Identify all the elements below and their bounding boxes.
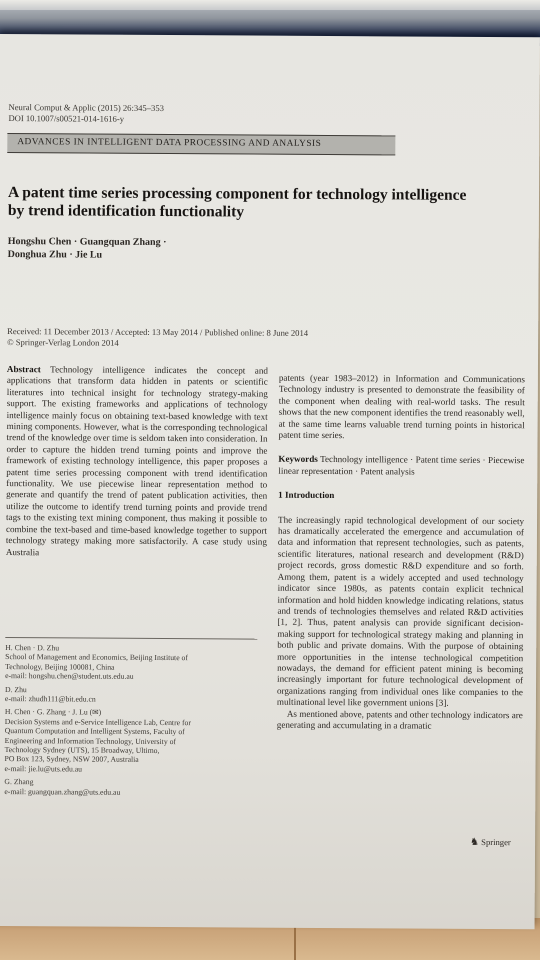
affiliation-email: e-mail: guangquan.zhang@uts.edu.au [4,786,121,797]
affiliation-line: H. Chen · G. Zhang · J. Lu (✉) [4,707,102,718]
keywords-text: Technology intelligence · Patent time series · Piecewise linear representation · Patent analysis [278,454,525,477]
authors-line-1: Hongshu Chen · Guangquan Zhang · [7,236,167,249]
publisher-name: Springer [481,836,511,848]
author-affiliations [4,643,267,802]
affiliation-email: e-mail: jie.lu@uts.edu.au [4,763,83,774]
affiliation-line: G. Zhang [4,777,34,787]
author-list [8,236,167,262]
affiliation-email: e-mail: zhudh111@bit.edu.cn [4,694,96,704]
abstract-continuation: patents (year 1983–2012) in Information and Communications Technology industry is presented to demonstrate the feasibility of the component when dealing with real-world tasks. The result shows that the new component identifies the trend reasonably well, at the same time learns valuable trend turning points in historical patent time series. [278,372,525,441]
affiliation-line: Quantum Computation and Intelligent Systems, Faculty of [4,726,185,737]
article-title: A patent time series processing component for technology intelligence by trend identification functionality [7,184,467,221]
affiliation-line: H. Chen · D. Zhu [5,643,60,653]
affiliation-line: PO Box 123, Sydney, NSW 2007, Australia [4,754,139,765]
publication-history [7,326,308,349]
abstract-paragraph [6,364,268,559]
keywords-paragraph [278,454,524,478]
authors-line-2: Donghua Zhu · Jie Lu [7,248,103,261]
affiliation-line: School of Management and Economics, Beijing Institute of [5,652,188,663]
affiliation-block-1 [5,643,267,682]
intro-paragraph-2: As mentioned above, patents and other technology indicators are generating and accumulating in a dramatic [276,708,523,731]
journal-reference [8,102,164,125]
left-column [6,364,268,559]
affiliation-line: D. Zhu [4,684,27,694]
intro-paragraph-1: The increasingly rapid technological development of our society has dramatically accelerated the emergence and accumulation of data and information that represent technologies, such as patents, scientific literatures, national research and development (R&D) project records, gross domestic R&D expenditure and so forth. Among them, patent is a widely accepted and used technology indicator since 1980s, as patents contain explicit technical information and hold hidden knowledge indicating relations, status and trends of technologies themselves and related R&D activities [1, 2]. Thus, patent analysis can provide significant decision-making support for technological strategy making and planning in both public and private domains. With the purpose of obtaining more opportunities in the intense technological competition nowadays, the demand for efficient patent mining is becoming increasingly important for future technological development of organizations ranging from individual ones like companies to the multinational level like government unions [3]. [276,514,525,708]
affiliation-block-4 [4,777,266,797]
affiliation-line: Decision Systems and e-Service Intelligence Lab, Centre for [4,716,191,728]
doi-text: DOI 10.1007/s00521-014-1616-y [8,113,125,124]
affiliation-line: Technology Sydney (UTS), 15 Broadway, Ultimo, [4,745,160,756]
springer-horse-icon: ♞ [470,836,480,848]
affiliation-block-3 [4,707,266,774]
series-label: ADVANCES IN INTELLIGENT DATA PROCESSING AND ANALYSIS [17,137,322,149]
publisher-logo [470,837,511,848]
paper-page [0,34,540,929]
keywords-label: Keywords [278,454,318,465]
abstract-text: Technology intelligence indicates the concept and applications that transform data hidden in patents or scientific literatures into technical insight for technology strategy-making support. The existing frameworks and applications of technology intelligence mainly focus on obtaining text-based knowledge with text mining components. However, what is the corresponding technological trend of the knowledge over time is seldom taken into consideration. In order to capture the hidden trend turning points and improve the framework of existing technology intelligence, this paper proposes a patent time series processing component with trend identification functionality. We use piecewise linear representation method to generate and quantify the trend of patent publication activities, then utilize the outcome to identify trend turning points and provide trend tags to the existing text mining component, thus making it possible to combine the text-based and time-based knowledge together to support technology strategy making more satisfactorily. A case study using Australia [5,364,268,557]
series-banner [7,133,395,155]
footnote-divider [5,637,257,640]
received-dates: Received: 11 December 2013 / Accepted: 13 May 2014 / Published online: 8 June 2014 [7,326,309,338]
affiliation-email: e-mail: hongshu.chen@student.uts.edu.au [5,671,134,682]
journal-citation: Neural Comput & Applic (2015) 26:345–353 [8,102,164,114]
abstract-label: Abstract [6,364,41,375]
copyright-notice: © Springer-Verlag London 2014 [7,336,119,348]
section-heading: 1 Introduction [278,489,335,501]
affiliation-line: Technology, Beijing 100081, China [5,661,115,672]
right-column [277,373,525,733]
affiliation-line: Engineering and Information Technology, University of [4,735,177,746]
affiliation-block-2 [5,685,267,705]
